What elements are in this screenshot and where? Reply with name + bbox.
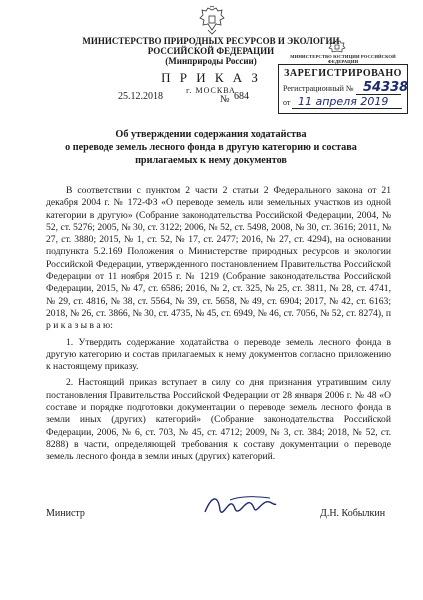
stamp-date-label: от — [283, 98, 291, 107]
ministry-name-line1: МИНИСТЕРСТВО ПРИРОДНЫХ РЕСУРСОВ И ЭКОЛОГИИ — [82, 36, 340, 46]
body-paragraph-preamble: В соответствии с пунктом 2 части 2 статьи 2 Федерального закона от 21 декабря 2004 г. № 172-ФЗ «О переводе земель или земельных участков из одной категории в другую» (Собрание законодательства Российской Федерации, 2004, № 52, ст. 5276; 2005, № 30, ст. 3122; 2006, № 52, ст. 5498, 2008, № 30, ст. 3616; 2011, № 27, ст. 3880; 2015, № 1, ст. 52, № 17, ст. 2477; 2016, № 27, ст. 4294), на основании подпункта 5.2.169 Положения о Министерстве природных ресурсов и экологии Российской Федерации, утвержденного постановлением Правительства Российской Федерации от 11 ноября 2015 г. № 1219 (Собрание законодательства Российской Федерации, 2015, № 47, ст. 6586; 2016, № 2, ст. 325, № 25, ст. 3811, № 28, ст. 4741, № 29, ст. 4816, № 38, ст. 5564, № 39, ст. 5658, № 49, ст. 6904; 2017, № 42, ст. 6163; 2018, № 26, ст. 3866, № 30, ст. 4735, № 45, ст. 6949, № 46, ст. 7056, № 52, ст. 8274), п р и к а з ы в а ю: — [46, 185, 391, 332]
stamp-reg-date: 11 апреля 2019 — [298, 95, 389, 108]
order-city: г. МОСКВА — [186, 86, 236, 95]
signatory-name: Д.Н. Кобылкин — [320, 508, 386, 519]
order-subject — [50, 128, 372, 167]
body-paragraph-item-1: 1. Утвердить содержание ходатайства о переводе земель лесного фонда в другую категорию и состав прилагаемых к нему документов согласно приложению к настоящему приказу. — [46, 336, 391, 373]
coat-of-arms-icon — [198, 6, 226, 36]
stamp-reg-number-label: Регистрационный № — [283, 84, 354, 93]
order-body — [46, 185, 391, 468]
stamp-emblem-icon — [328, 40, 346, 54]
subject-line1: Об утверждении содержания ходатайства — [115, 129, 307, 140]
ministry-name-line2: РОССИЙСКОЙ ФЕДЕРАЦИИ — [147, 46, 275, 56]
stamp-title: ЗАРЕГИСТРИРОВАНО — [284, 68, 402, 79]
ministry-short-name: (Минприроды России) — [165, 56, 257, 66]
signatory-position: Министр — [46, 508, 85, 519]
registration-stamp — [278, 40, 408, 114]
subject-line3: прилагаемых к нему документов — [135, 155, 287, 166]
order-title: П Р И К А З — [161, 70, 261, 85]
order-number-sign: № — [220, 94, 230, 105]
handwritten-signature — [200, 490, 280, 520]
body-paragraph-item-2: 2. Настоящий приказ вступает в силу со дня признания утратившим силу постановления Правительства Российской Федерации от 28 января 2006 г. № 48 «О составе и порядке подготовки документации о переводе земель лесного фонда в земли иных (других) категорий» (Собрание законодательства Российской Федерации, 2006, № 6, ст. 703, № 45, ст. 4712; 2009, № 3, ст. 384; 2018, № 52, ст. 8288) в части, определяющей требования к составу документации о переводе земель лесного фонда в земли иных (других) категорий. — [46, 377, 391, 463]
subject-line2: о переводе земель лесного фонда в другую категорию и состава — [65, 142, 357, 153]
stamp-reg-number: 54338 — [363, 80, 409, 95]
stamp-department: МИНИСТЕРСТВО ЮСТИЦИИ РОССИЙСКОЙ ФЕДЕРАЦИИ — [290, 54, 396, 64]
stamp-date-underline — [292, 108, 402, 109]
order-date: 25.12.2018 — [118, 91, 163, 102]
order-number: 684 — [234, 91, 249, 102]
